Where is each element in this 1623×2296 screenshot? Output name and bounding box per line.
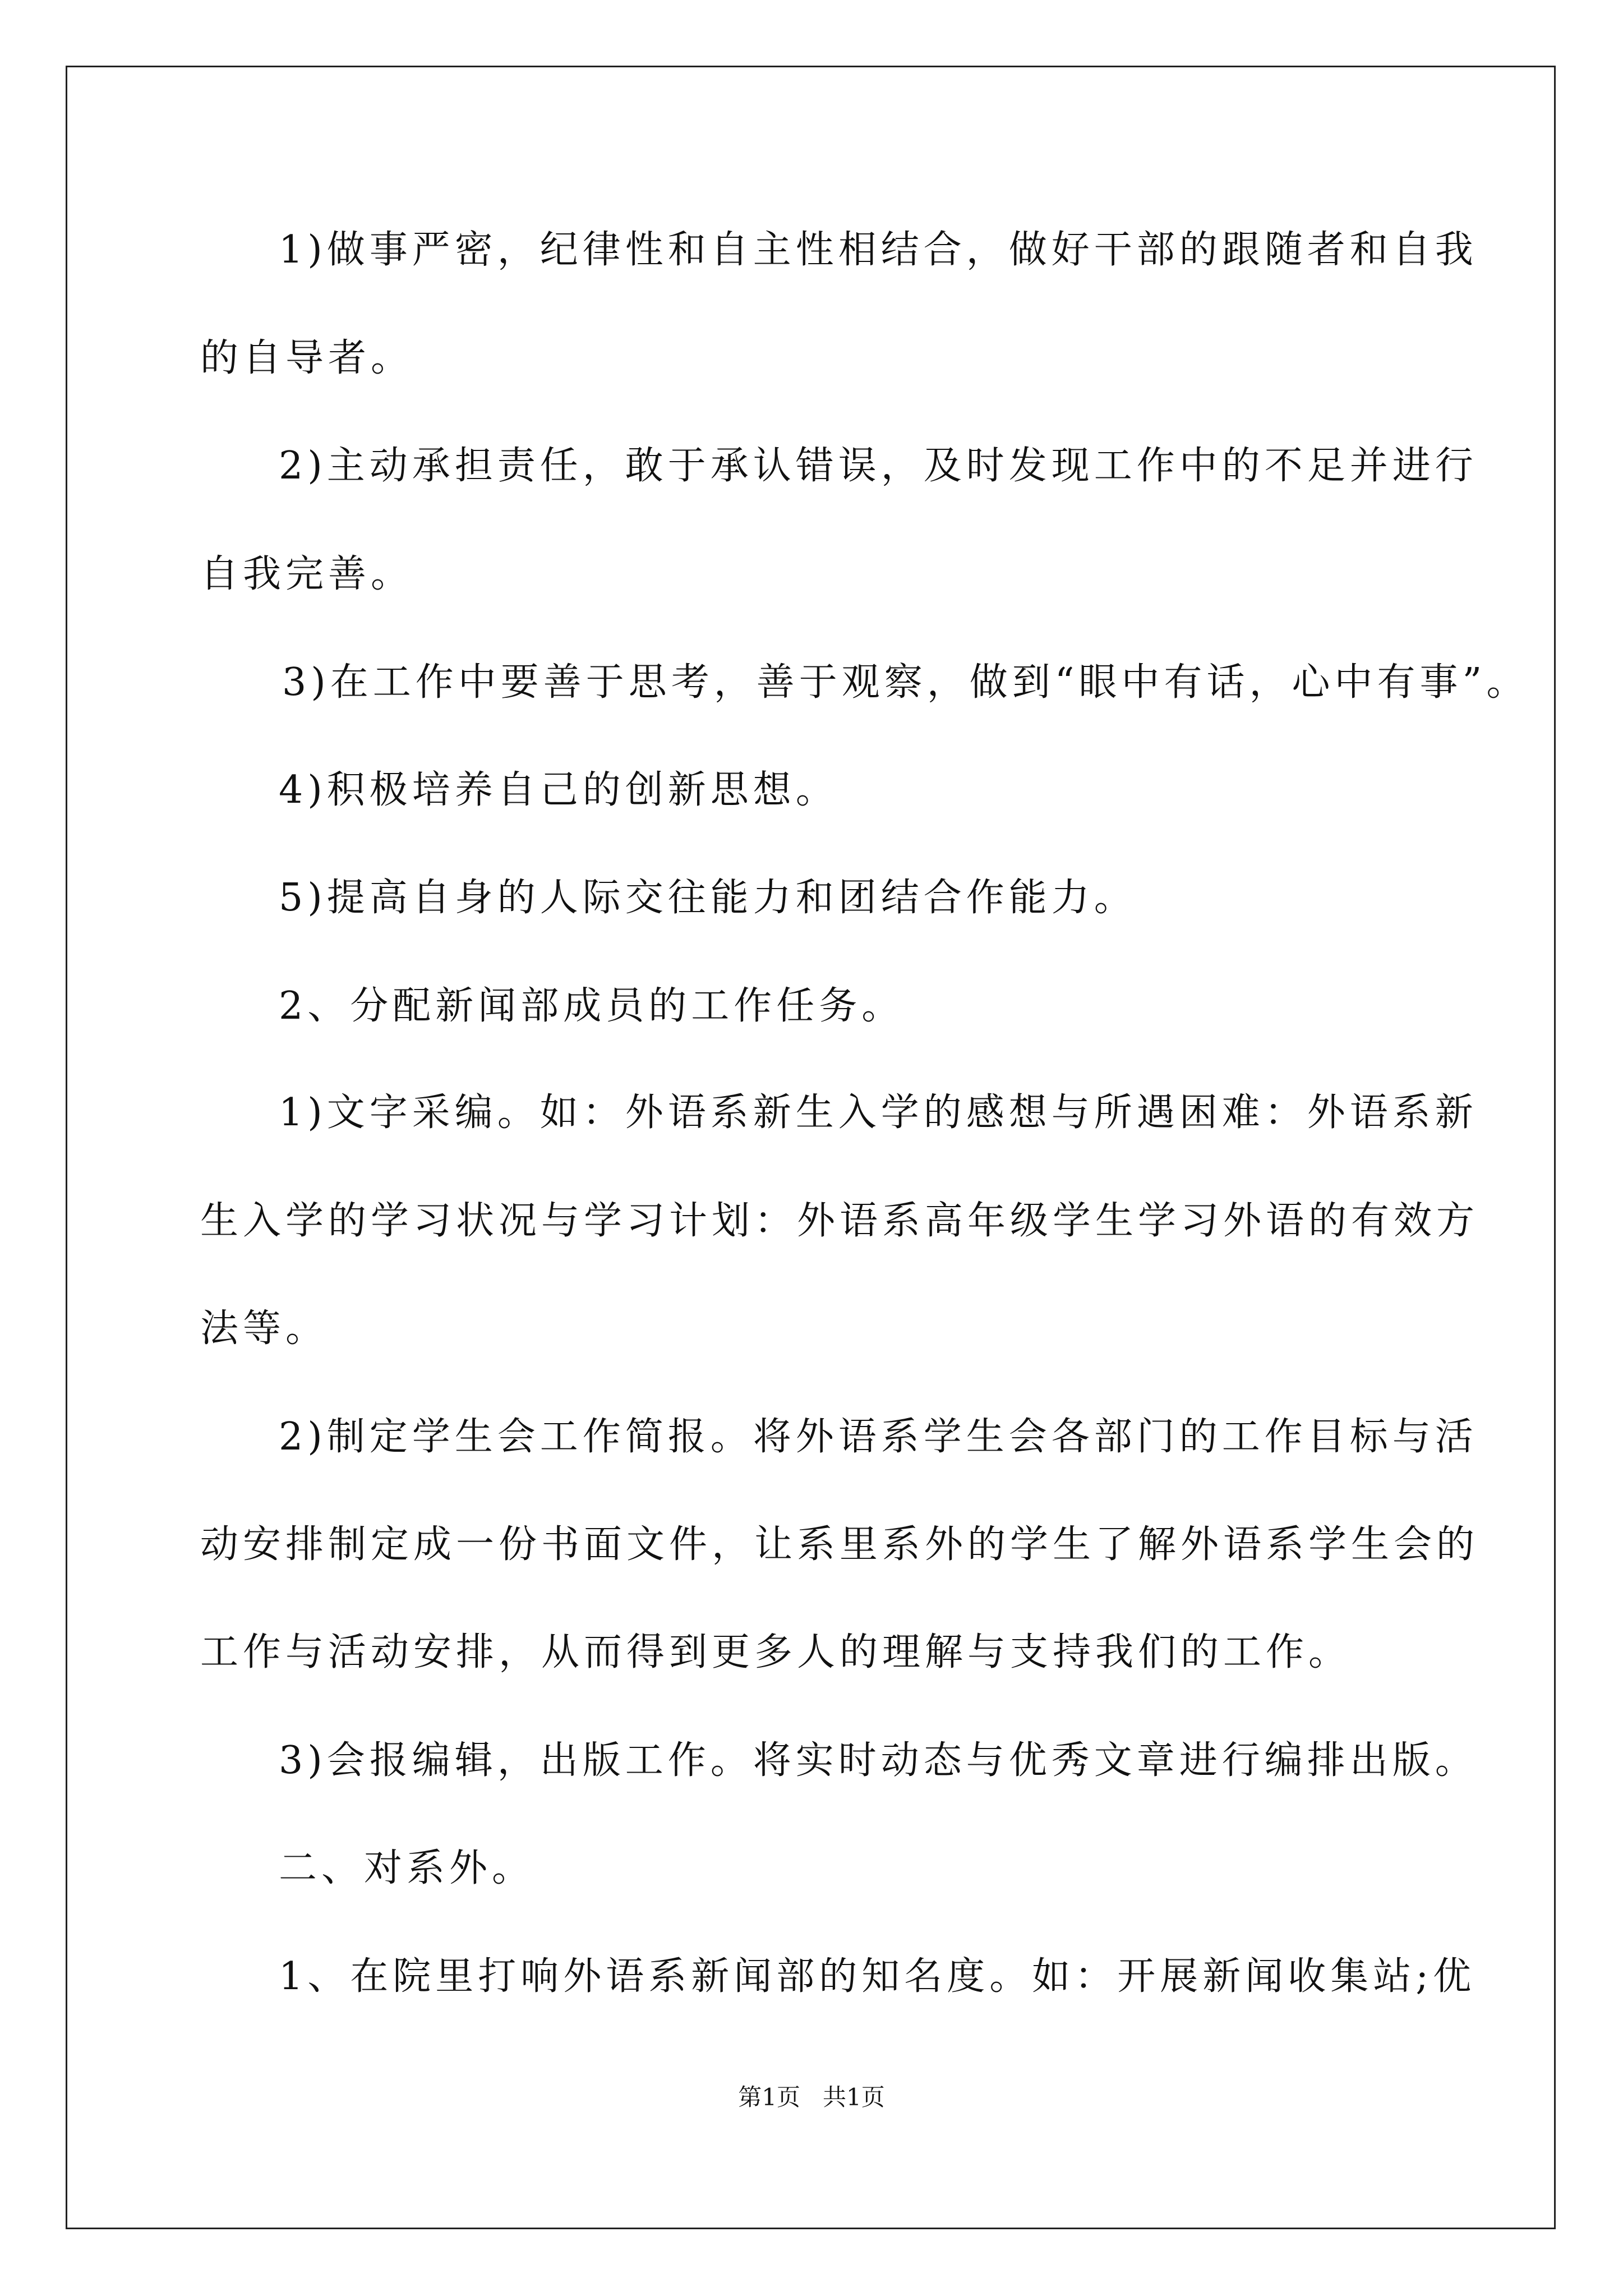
paragraph-line: 1、在院里打响外语系新闻部的知名度。如：开展新闻收集站;优 (279, 1954, 1476, 1999)
paragraph-line: 的自导者。 (200, 336, 414, 380)
paragraph-line: 自我完善。 (200, 552, 414, 596)
paragraph-line: 4)积极培养自己的创新思想。 (279, 768, 838, 812)
page-border (66, 66, 1556, 2229)
paragraph-line: 工作与活动安排，从而得到更多人的理解与支持我们的工作。 (200, 1630, 1352, 1674)
page-number-footer: 第1页 共1页 (738, 2083, 885, 2111)
paragraph-line: 3)会报编辑，出版工作。将实时动态与优秀文章进行编排出版。 (279, 1738, 1478, 1783)
paragraph-line: 3)在工作中要善于思考，善于观察，做到“眼中有话，心中有事”。 (282, 660, 1529, 705)
paragraph-line: 生入学的学习状况与学习计划：外语系高年级学生学习外语的有效方 (200, 1199, 1479, 1243)
paragraph-line: 2)主动承担责任，敢于承认错误，及时发现工作中的不足并进行 (279, 444, 1478, 488)
paragraph-line: 2、分配新闻部成员的工作任务。 (279, 984, 905, 1028)
paragraph-line: 1)做事严密，纪律性和自主性相结合，做好干部的跟随者和自我 (279, 228, 1478, 272)
paragraph-line: 5)提高自身的人际交往能力和团结合作能力。 (279, 876, 1137, 920)
section-heading: 二、对系外。 (279, 1846, 535, 1890)
paragraph-line: 法等。 (200, 1306, 329, 1351)
paragraph-line: 动安排制定成一份书面文件，让系里系外的学生了解外语系学生会的 (200, 1522, 1479, 1567)
paragraph-line: 1)文字采编。如：外语系新生入学的感想与所遇困难：外语系新 (279, 1091, 1478, 1135)
paragraph-line: 2)制定学生会工作简报。将外语系学生会各部门的工作目标与活 (279, 1415, 1478, 1459)
